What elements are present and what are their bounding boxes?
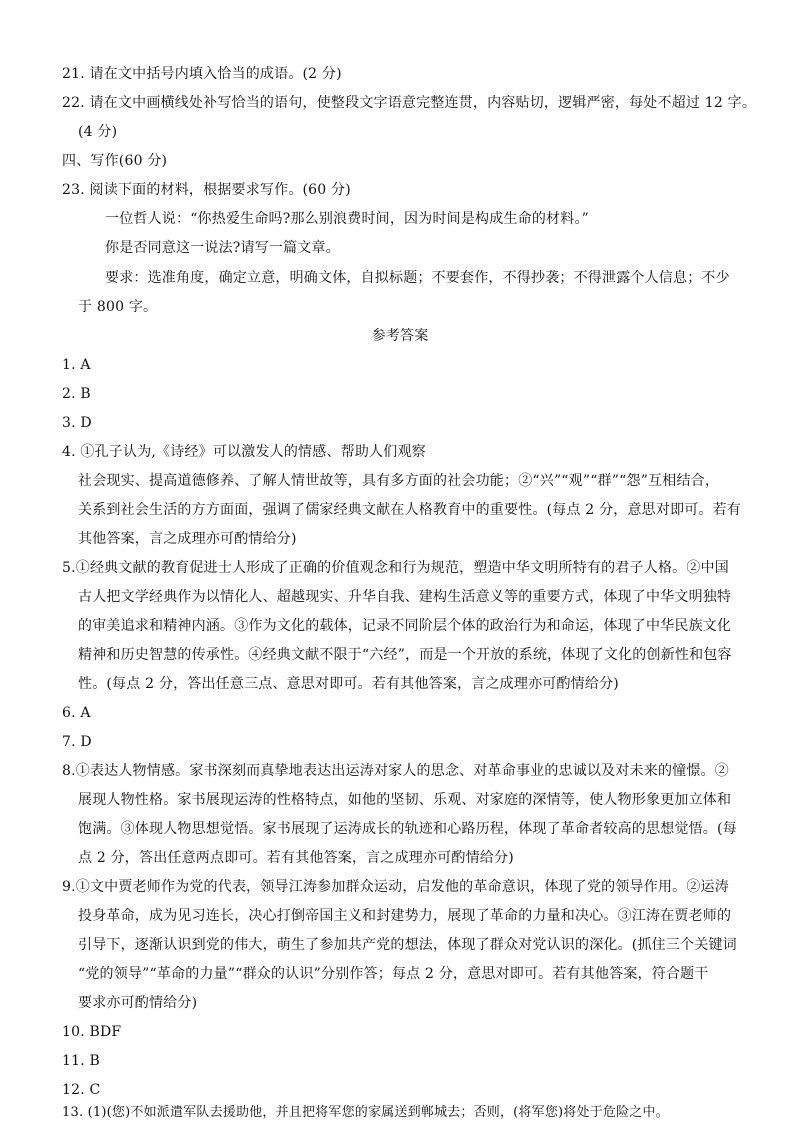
answer-9-line: 要求亦可酌情给分) (78, 995, 198, 1011)
answers-title: 参考答案 (371, 328, 429, 344)
answer-5-line: 的审美追求和精神内涵。③作为文化的载体，记录不同阶层个体的政治行为和命运，体现了中华民族文化 (78, 618, 732, 634)
answer-9-line: 投身革命，成为见习连长，决心打倒帝国主义和封建势力，展现了革命的力量和决心。③江涛在贾老师的 (78, 908, 732, 924)
answer-8-line: 展现人物性格。家书展现运涛的性格特点，如他的坚韧、乐观、对家庭的深情等，使人物形象更加立体和 (78, 792, 732, 808)
question-23-requirements-cont: 于 800 字。 (78, 299, 158, 315)
answer-3: 3. D (62, 415, 92, 431)
question-21: 21. 请在文中括号内填入恰当的成语。(2 分) (62, 66, 342, 82)
question-23-requirements: 要求：选准角度，确定立意，明确文体，自拟标题；不要套作，不得抄袭；不得泄露个人信息；不少 (105, 270, 730, 286)
answer-9-line: 9.①文中贾老师作为党的代表，领导江涛参加群众运动，启发他的革命意识，体现了党的领导作用。②运涛 (62, 879, 729, 895)
answer-10: 10. BDF (62, 1024, 122, 1040)
answer-13: 13. (1)(您)不如派遣军队去援助他，并且把将军您的家属送到郸城去；否则，(将军您)将处于危险之中。 (62, 1105, 669, 1120)
answer-1: 1. A (62, 357, 91, 373)
section-heading-writing: 四、写作(60 分) (62, 153, 168, 169)
answer-4-line: 社会现实、提高道德修养、了解人情世故等，具有多方面的社会功能；②“兴”“观”“群”“怨”互相结合， (78, 473, 720, 489)
answer-12: 12. C (62, 1082, 101, 1098)
question-22-score: (4 分) (78, 124, 118, 140)
answer-5-line: 性。(每点 2 分，答出任意三点、意思对即可。若有其他答案，言之成理亦可酌情给分) (78, 676, 619, 692)
answer-2: 2. B (62, 386, 91, 402)
question-22: 22. 请在文中画横线处补写恰当的语句，使整段文字语意完整连贯，内容贴切，逻辑严密，每处不超过 12 字。 (62, 95, 757, 111)
answer-5-line: 古人把文学经典作为以情化人、超越现实、升华自我、建构生活意义等的重要方式，体现了中华文明独特 (78, 589, 732, 605)
question-23-prompt: 你是否同意这一说法?请写一篇文章。 (105, 240, 340, 256)
answer-4-line: 4. ①孔子认为,《诗经》可以激发人的情感、帮助人们观察 (62, 444, 426, 460)
answer-6: 6. A (62, 705, 91, 721)
question-23-material: 一位哲人说：“你热爱生命吗?那么别浪费时间，因为时间是构成生命的材料。” (105, 211, 590, 227)
answer-9-line: “党的领导”“革命的力量”“群众的认识”分别作答；每点 2 分，意思对即可。若有其他答案，符合题干 (78, 966, 709, 982)
answer-11: 11. B (62, 1053, 101, 1069)
answer-9-line: 引导下，逐渐认识到党的伟大，萌生了参加共产党的想法，体现了群众对党认识的深化。(抓住三个关键词 (78, 937, 737, 953)
answer-4-line: 其他答案，言之成理亦可酌情给分) (78, 531, 297, 547)
answer-4-line: 关系到社会生活的方方面面，强调了儒家经典文献在人格教育中的重要性。(每点 2 分，意思对即可。若有 (78, 502, 742, 518)
question-23: 23. 阅读下面的材料，根据要求写作。(60 分) (62, 182, 351, 198)
answer-8-line: 8.①表达人物情感。家书深刻而真挚地表达出运涛对家人的思念、对革命事业的忠诚以及对未来的憧憬。② (62, 763, 729, 779)
answer-5-line: 精神和历史智慧的传承性。④经典文献不限于“六经”，而是一个开放的系统，体现了文化的创新性和包容 (78, 647, 732, 663)
answer-7: 7. D (62, 734, 92, 750)
answer-8-line: 饱满。③体现人物思想觉悟。家书展现了运涛成长的轨迹和心路历程，体现了革命者较高的思想觉悟。(每 (78, 821, 737, 837)
answer-5-line: 5.①经典文献的教育促进士人形成了正确的价值观念和行为规范，塑造中华文明所特有的君子人格。②中国 (62, 560, 729, 576)
answer-8-line: 点 2 分，答出任意两点即可。若有其他答案，言之成理亦可酌情给分) (78, 850, 514, 866)
